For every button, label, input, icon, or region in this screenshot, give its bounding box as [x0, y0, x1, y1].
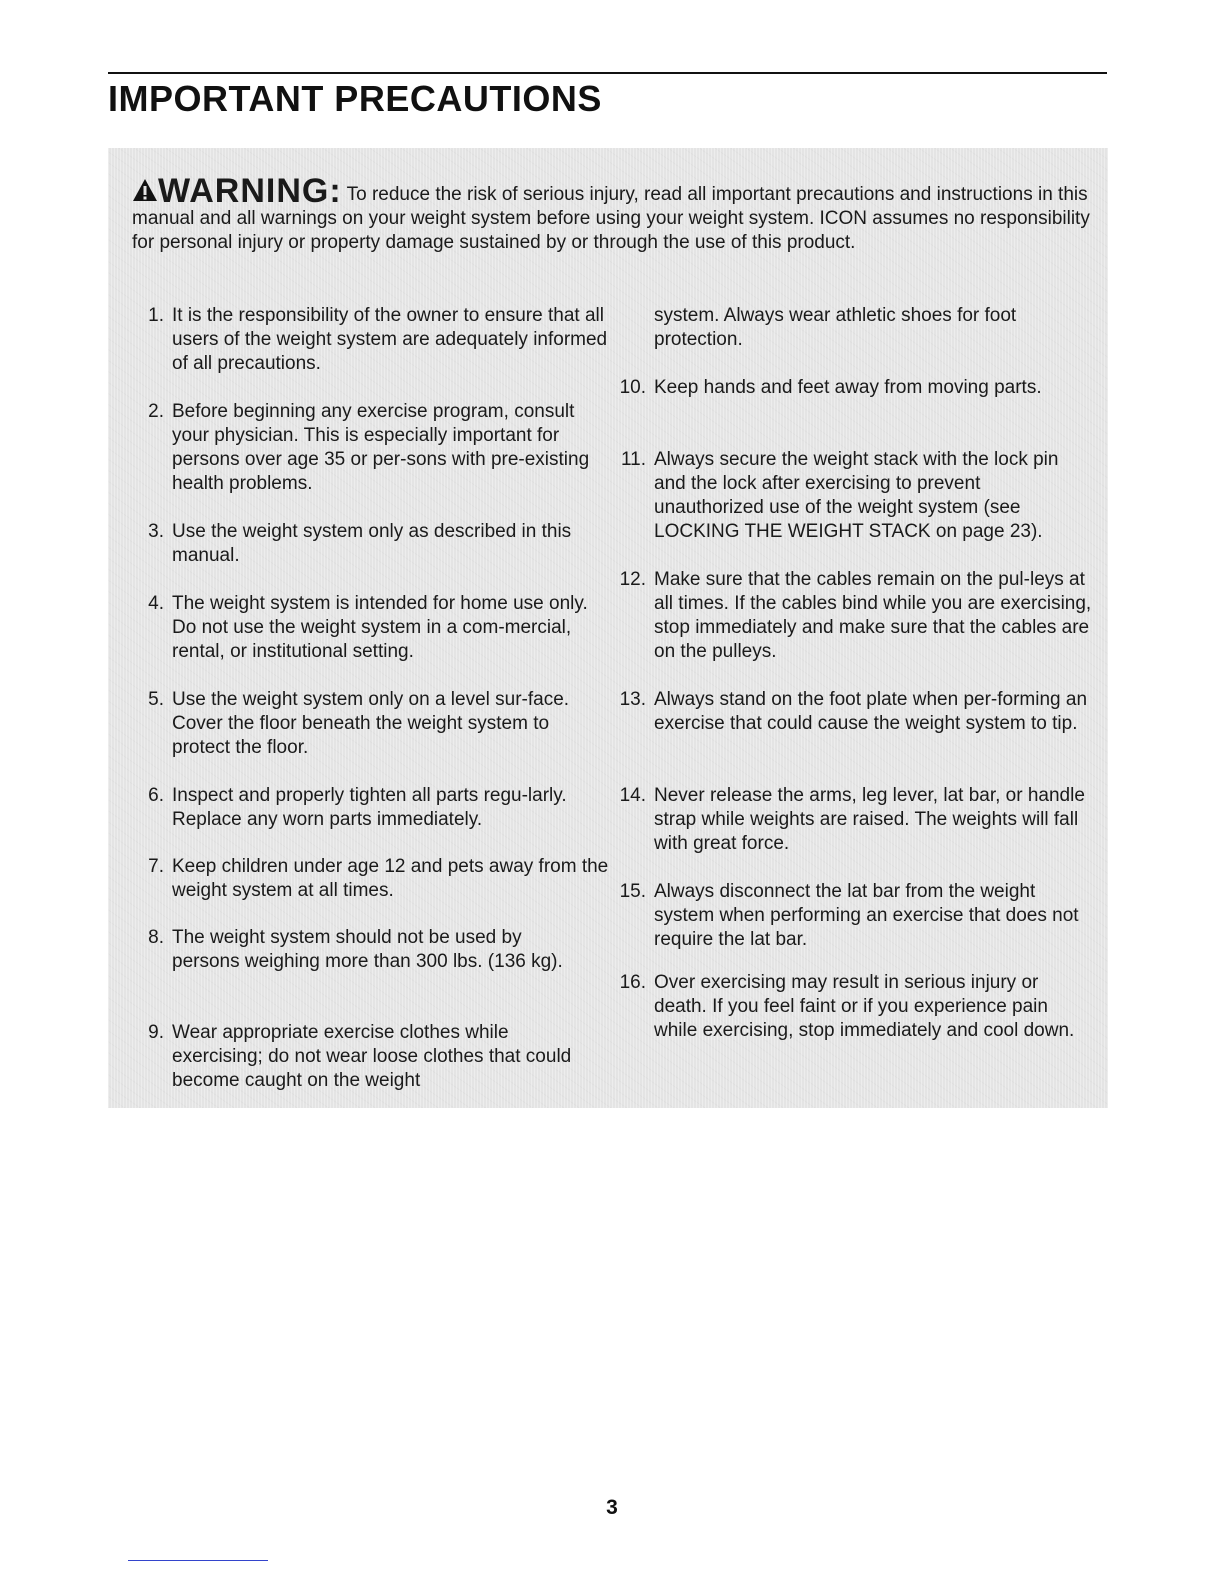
- item-number: 1.: [148, 305, 164, 326]
- page-title: IMPORTANT PRECAUTIONS: [108, 78, 602, 119]
- item-text: Before beginning any exercise program, consult your physician. This is especially important for persons over age 35 or per-sons with pre-existing health problems.: [172, 401, 590, 494]
- item-text: Make sure that the cables remain on the pul-leys at all times. If the cables bind while you are exercising, stop immediately and make sure that the cables are on the pulleys.: [654, 569, 1092, 662]
- item-text: system. Always wear athletic shoes for foot protection.: [654, 305, 1017, 350]
- item-number: 12.: [619, 569, 646, 590]
- warning-text: To reduce the risk of serious injury, read all important precautions and instructions in this manual and all warnings on your weight system before using your weight system. ICON assumes no responsibility for personal injury or property damage sustained by or through the use of this product.: [132, 184, 1090, 253]
- item-text: The weight system should not be used by persons weighing more than 300 lbs. (136 kg).: [172, 927, 563, 972]
- item-number: 3.: [148, 521, 164, 542]
- item-text: Keep hands and feet away from moving parts.: [654, 377, 1042, 398]
- item-number: 13.: [619, 689, 646, 710]
- item-number: 5.: [148, 689, 164, 710]
- item-text: It is the responsibility of the owner to ensure that all users of the weight system are adequately informed of all precautions.: [172, 305, 608, 374]
- item-number: 9.: [148, 1022, 164, 1043]
- item-text: Use the weight system only as described in this manual.: [172, 521, 572, 566]
- title-rule: [108, 72, 1107, 74]
- footer-rule: [128, 1560, 268, 1561]
- warning-box: [108, 148, 1108, 1108]
- item-text: Over exercising may result in serious injury or death. If you feel faint or if you experience pain while exercising, stop immediately and cool down.: [654, 972, 1075, 1041]
- warning-triangle-icon: [132, 178, 158, 202]
- item-number: 4.: [148, 593, 164, 614]
- item-number: 15.: [619, 881, 646, 902]
- warning-label: WARNING:: [158, 172, 342, 210]
- item-text: The weight system is intended for home use only. Do not use the weight system in a com-mercial, rental, or institutional setting.: [172, 593, 588, 662]
- item-text: Always stand on the foot plate when per-forming an exercise that could cause the weight system to tip.: [654, 689, 1088, 734]
- item-text: Always disconnect the lat bar from the weight system when performing an exercise that does not require the lat bar.: [654, 881, 1079, 950]
- item-number: 6.: [148, 785, 164, 806]
- item-text: Inspect and properly tighten all parts regu-larly. Replace any worn parts immediately.: [172, 785, 567, 830]
- item-text: Wear appropriate exercise clothes while exercising; do not wear loose clothes that could become caught on the weight: [172, 1022, 572, 1091]
- item-text: Keep children under age 12 and pets away from the weight system at all times.: [172, 856, 609, 901]
- item-number: 11.: [620, 449, 646, 470]
- item-text: Never release the arms, leg lever, lat bar, or handle strap while weights are raised. The weights will fall with great force.: [654, 785, 1085, 854]
- item-number: 16.: [619, 972, 646, 993]
- item-text: Use the weight system only on a level sur-face. Cover the floor beneath the weight system to protect the floor.: [172, 689, 570, 758]
- item-number: 10.: [619, 377, 646, 398]
- item-number: 8.: [148, 927, 164, 948]
- item-number: 14.: [619, 785, 646, 806]
- item-number: 2.: [148, 401, 164, 422]
- item-text: Always secure the weight stack with the lock pin and the lock after exercising to prevent unauthorized use of the weight system (see LOCKING THE WEIGHT STACK on page 23).: [654, 449, 1059, 542]
- item-number: 7.: [148, 856, 164, 877]
- page-number: 3: [606, 1496, 618, 1519]
- warning-intro: [132, 172, 1092, 255]
